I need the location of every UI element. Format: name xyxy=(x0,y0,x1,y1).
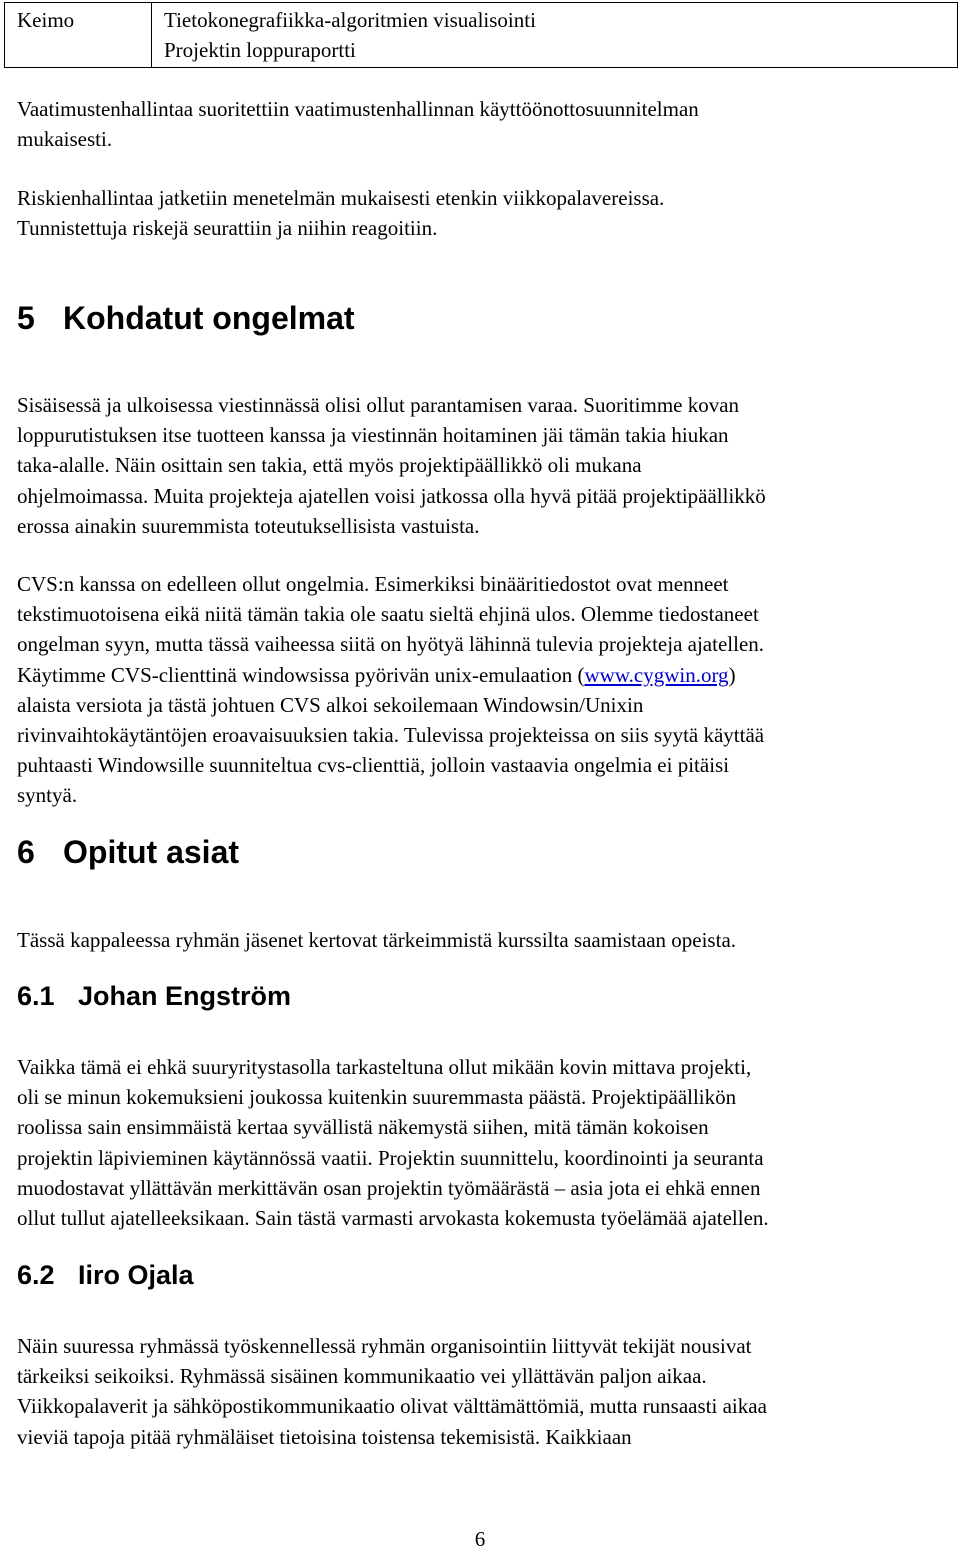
text-line: CVS:n kanssa on edelleen ollut ongelmia. Esimerkiksi binääritiedostot ovat menneet xyxy=(17,572,729,596)
header-doc-title: Projektin loppuraportti xyxy=(164,38,356,62)
section-number: 6.2 xyxy=(17,1260,55,1290)
text-line: vieviä tapoja pitää ryhmäläiset tietoisina toistensa tekemisistä. Kaikkiaan xyxy=(17,1424,632,1449)
text-line: Tunnistettuja riskejä seurattiin ja niihin reagoitiin. xyxy=(17,216,438,241)
section-number: 6.1 xyxy=(17,981,55,1011)
section-title: Opitut asiat xyxy=(63,834,240,870)
text-line: muodostavat yllättävän merkittävän osan projektin työmäärästä – asia jota ei ehkä ennen xyxy=(17,1175,761,1200)
section-number: 6 xyxy=(17,834,35,870)
link-suffix: ) xyxy=(728,662,736,687)
text-line: Vaikka tämä ei ehkä suuryritystasolla tarkasteltuna ollut mikään kovin mittava projekti, xyxy=(17,1055,752,1079)
text-line: Näin suuressa ryhmässä työskennellessä ryhmän organisointiin liittyvät tekijät nousivat xyxy=(17,1334,752,1358)
header-project-name: Tietokonegrafiikka-algoritmien visualisointi xyxy=(164,8,536,32)
section-6-2-paragraph xyxy=(17,1331,947,1452)
section-title: Johan Engström xyxy=(78,981,292,1011)
section-6-2-heading xyxy=(17,1258,194,1292)
text-line-with-link xyxy=(17,660,947,690)
text-line: ollut tullut ajatelleeksikaan. Sain tästä varmasti arvokasta kokemusta työelämää ajatellen. xyxy=(17,1206,769,1231)
section-6-heading xyxy=(17,832,239,872)
section-5-paragraph-2 xyxy=(17,569,947,811)
text-line: Sisäisessä ja ulkoisessa viestinnässä olisi ollut parantamisen varaa. Suoritimme kovan xyxy=(17,393,740,417)
section-number: 5 xyxy=(17,300,35,336)
risk-paragraph xyxy=(17,183,947,243)
page-number: 6 xyxy=(474,1527,486,1551)
header-project xyxy=(152,3,958,68)
text-line: syntyä. xyxy=(17,783,78,808)
text-line: ongelman syyn, mutta tässä vaiheessa siitä on hyötyä lähinnä tulevia projekteja ajatellen. xyxy=(17,632,765,657)
text-line: alaista versiota ja tästä johtuen CVS alkoi sekoilemaan Windowsin/Unixin xyxy=(17,692,644,717)
text-line: roolissa sain ensimmäistä kertaa syvällistä näkemystä siihen, mitä tämän kokoisen xyxy=(17,1115,709,1140)
text-line: projektin läpivieminen käytännössä vaatii. Projektin suunnittelu, koordinointi ja seuranta xyxy=(17,1145,764,1170)
section-6-1-paragraph xyxy=(17,1052,947,1233)
section-6-intro xyxy=(17,925,947,955)
header-org: Keimo xyxy=(5,3,152,68)
section-5-heading xyxy=(17,298,355,338)
text-line: puhtaasti Windowsille suunniteltua cvs-clienttiä, jolloin vastaavia ongelmia ei pitäisi xyxy=(17,753,730,778)
requirements-paragraph xyxy=(17,94,947,154)
text-line: loppurutistuksen itse tuotteen kanssa ja viestinnän hoitaminen jäi tämän takia hiukan xyxy=(17,423,729,448)
section-5-paragraph-1 xyxy=(17,390,947,541)
text-line: taka-alalle. Näin osittain sen takia, että myös projektipäällikkö oli mukana xyxy=(17,453,642,478)
cygwin-link[interactable]: www.cygwin.org xyxy=(584,662,729,687)
text-line: erossa ainakin suuremmista toteutuksellisista vastuista. xyxy=(17,513,480,538)
text-line: Viikkopalaverit ja sähköpostikommunikaatio olivat välttämättömiä, mutta runsaasti aikaa xyxy=(17,1394,767,1419)
text-line: rivinvaihtokäytäntöjen eroavaisuuksien takia. Tulevissa projekteissa on siis syytä käyttää xyxy=(17,723,765,748)
section-6-1-heading xyxy=(17,979,291,1013)
text-line: tekstimuotoisena eikä niitä tämän takia ole saatu sieltä ehjinä ulos. Olemme tiedostaneet xyxy=(17,602,759,627)
text-line: tärkeiksi seikoiksi. Ryhmässä sisäinen kommunikaatio vei yllättävän paljon aikaa. xyxy=(17,1364,707,1389)
text-line: oli se minun kokemuksieni joukossa kuitenkin suuremmasta päästä. Projektipäällikön xyxy=(17,1085,737,1110)
section-title: Iiro Ojala xyxy=(78,1260,194,1290)
text-line: ohjelmoimassa. Muita projekteja ajatellen voisi jatkossa olla hyvä pitää projektipäällikkö xyxy=(17,483,766,508)
text-line: Vaatimustenhallintaa suoritettiin vaatimustenhallinnan käyttöönottosuunnitelman xyxy=(17,97,699,121)
text-line: Riskienhallintaa jatketiin menetelmän mukaisesti etenkin viikkopalavereissa. xyxy=(17,186,665,210)
section-title: Kohdatut ongelmat xyxy=(63,300,355,336)
text-line: mukaisesti. xyxy=(17,127,113,152)
link-prefix: Käytimme CVS-clienttinä windowsissa pyörivän unix-emulaation ( xyxy=(17,662,585,687)
text-line: Tässä kappaleessa ryhmän jäsenet kertovat tärkeimmistä kurssilta saamistaan opeista. xyxy=(17,928,737,952)
document-header xyxy=(4,2,958,68)
